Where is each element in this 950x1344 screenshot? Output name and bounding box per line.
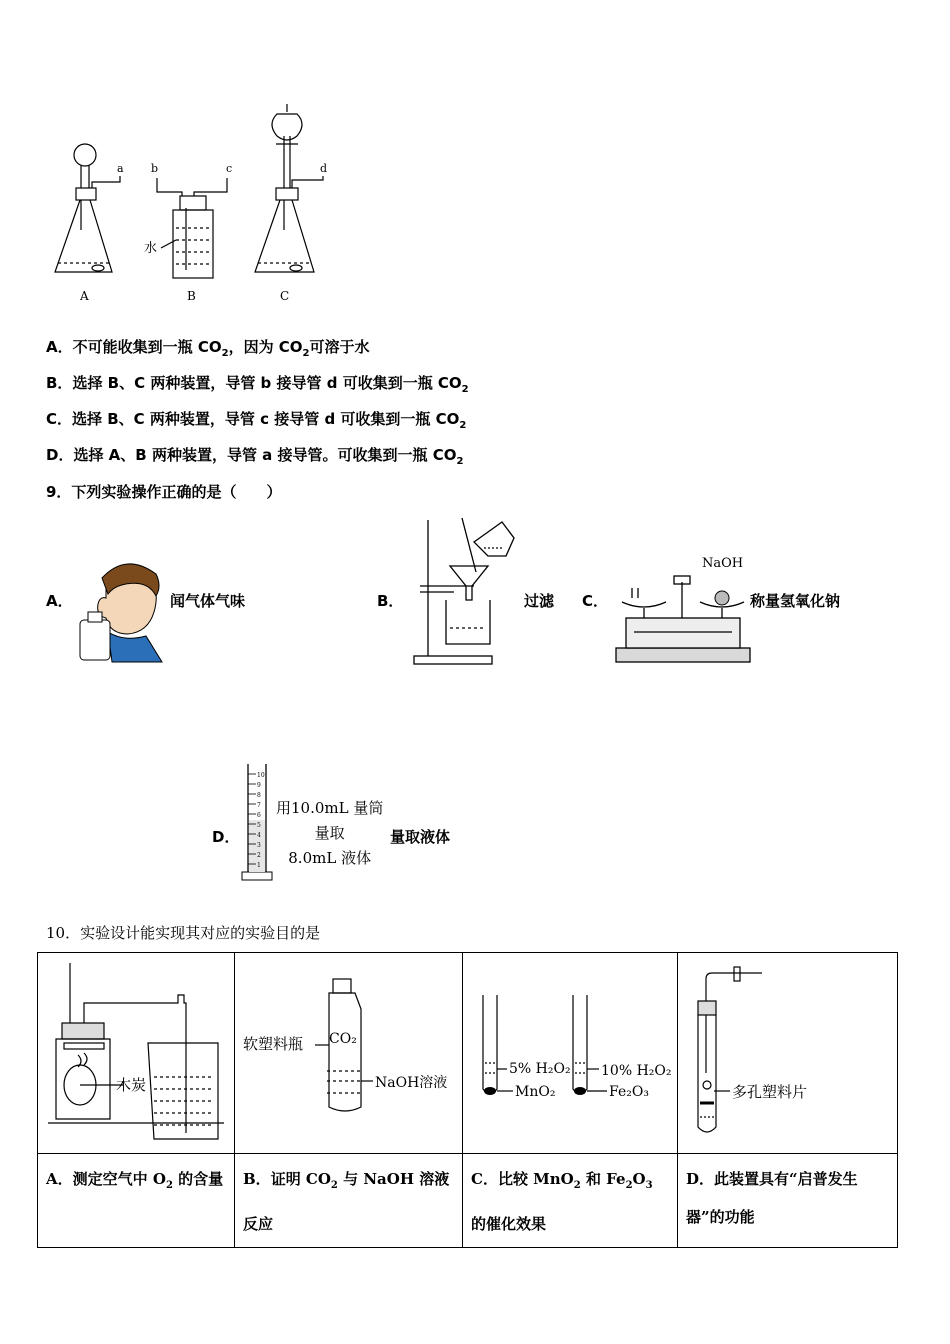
h2o2-5-label: 5% H₂O₂	[509, 1061, 571, 1077]
q9-b-text: 过滤	[524, 592, 555, 610]
q9-a-letter[interactable]: A．	[46, 592, 73, 610]
naoh-solution-label: NaOH溶液	[375, 1075, 448, 1091]
q8-option-d[interactable]: D．选择 A、B 两种装置，导管 a 接导管。可收集到一瓶 $CO_2$	[46, 446, 464, 467]
cylinder-tick-label: 1	[257, 862, 261, 869]
q8-apparatus-figure	[40, 100, 360, 310]
bottle-b	[157, 178, 227, 278]
label-b: b	[151, 162, 159, 175]
q10-table	[37, 952, 898, 1248]
label-A: A	[80, 289, 89, 303]
mno2-label: MnO₂	[515, 1084, 556, 1100]
co2-label: CO₂	[329, 1031, 357, 1047]
q9-d-letter[interactable]: D．	[212, 828, 240, 846]
q10-option-d[interactable]: D．此装置具有“启普发生器”的功能	[678, 1154, 898, 1248]
cylinder-tick-label: 5	[257, 822, 261, 829]
q10-c-figure	[463, 953, 677, 1149]
q8-option-b[interactable]: B．选择 B、C 两种装置，导管 b 接导管 d 可收集到一瓶 $CO_2$	[46, 374, 469, 395]
q10-option-b[interactable]: B．证明 $CO_2$ 与 NaOH 溶液反应	[235, 1154, 463, 1248]
cylinder-tick-label: 2	[257, 852, 261, 859]
label-C: C	[280, 289, 290, 303]
cylinder-tick-label: 8	[257, 792, 261, 799]
fe2o3-label: Fe₂O₃	[609, 1084, 649, 1100]
q10-option-a[interactable]: A．测定空气中 $O_2$ 的含量	[38, 1154, 235, 1248]
cylinder-tick-label: 4	[257, 832, 261, 839]
q9-stem: 9．下列实验操作正确的是（ ）	[46, 483, 282, 501]
q10-b-figure-cell	[235, 953, 463, 1154]
cylinder-tick-label: 6	[257, 812, 261, 819]
cylinder-tick-label: 3	[257, 842, 261, 849]
label-water: 水	[144, 241, 158, 256]
label-a: a	[117, 162, 124, 175]
cylinder-tick-label: 10	[257, 772, 265, 779]
q9-a-text: 闻气体气味	[170, 592, 246, 610]
soft-bottle-label: 软塑料瓶	[243, 1035, 304, 1053]
q9-b-filter-figure	[410, 516, 520, 668]
q9-c-balance-figure	[612, 552, 754, 668]
label-B: B	[187, 289, 196, 303]
q10-a-figure-cell	[38, 953, 235, 1154]
flask-c	[255, 104, 323, 272]
cylinder-tick-label: 9	[257, 782, 261, 789]
h2o2-10-label: 10% H₂O₂	[601, 1063, 672, 1079]
q9-a-smell-figure	[76, 558, 168, 664]
label-d: d	[320, 162, 328, 175]
q8-option-c[interactable]: C．选择 B、C 两种装置，导管 c 接导管 d 可收集到一瓶 $CO_2$	[46, 410, 467, 431]
q10-d-figure	[678, 953, 896, 1149]
q10-a-figure	[38, 953, 234, 1149]
q10-stem: 10．实验设计能实现其对应的实验目的是	[46, 924, 321, 942]
q9-c-text: 称量氢氧化钠	[750, 592, 841, 610]
q8-option-a[interactable]: A．不可能收集到一瓶 $CO_2$，因为 $CO_2$可溶于水	[46, 338, 370, 359]
naoh-label: NaOH	[702, 556, 744, 571]
charcoal-label: 木炭	[116, 1076, 147, 1094]
q9-b-letter[interactable]: B．	[377, 592, 404, 610]
q10-option-c[interactable]: C．比较 MnO$_2$ 和 $Fe_2O_3$ 的催化效果	[463, 1154, 678, 1248]
q9-d-text: 量取液体	[390, 828, 451, 846]
label-c: c	[226, 162, 233, 175]
cylinder-tick-label: 7	[257, 802, 261, 809]
q10-c-figure-cell	[463, 953, 678, 1154]
q10-d-figure-cell	[678, 953, 898, 1154]
flask-a	[55, 144, 120, 272]
q9-c-letter[interactable]: C．	[582, 592, 609, 610]
q9-d-cylinder-figure	[240, 760, 280, 884]
porous-plastic-label: 多孔塑料片	[732, 1083, 808, 1101]
q10-b-figure	[235, 953, 461, 1149]
q9-d-figure-caption: 用10.0mL 量筒 量取 8.0mL 液体	[276, 799, 384, 867]
